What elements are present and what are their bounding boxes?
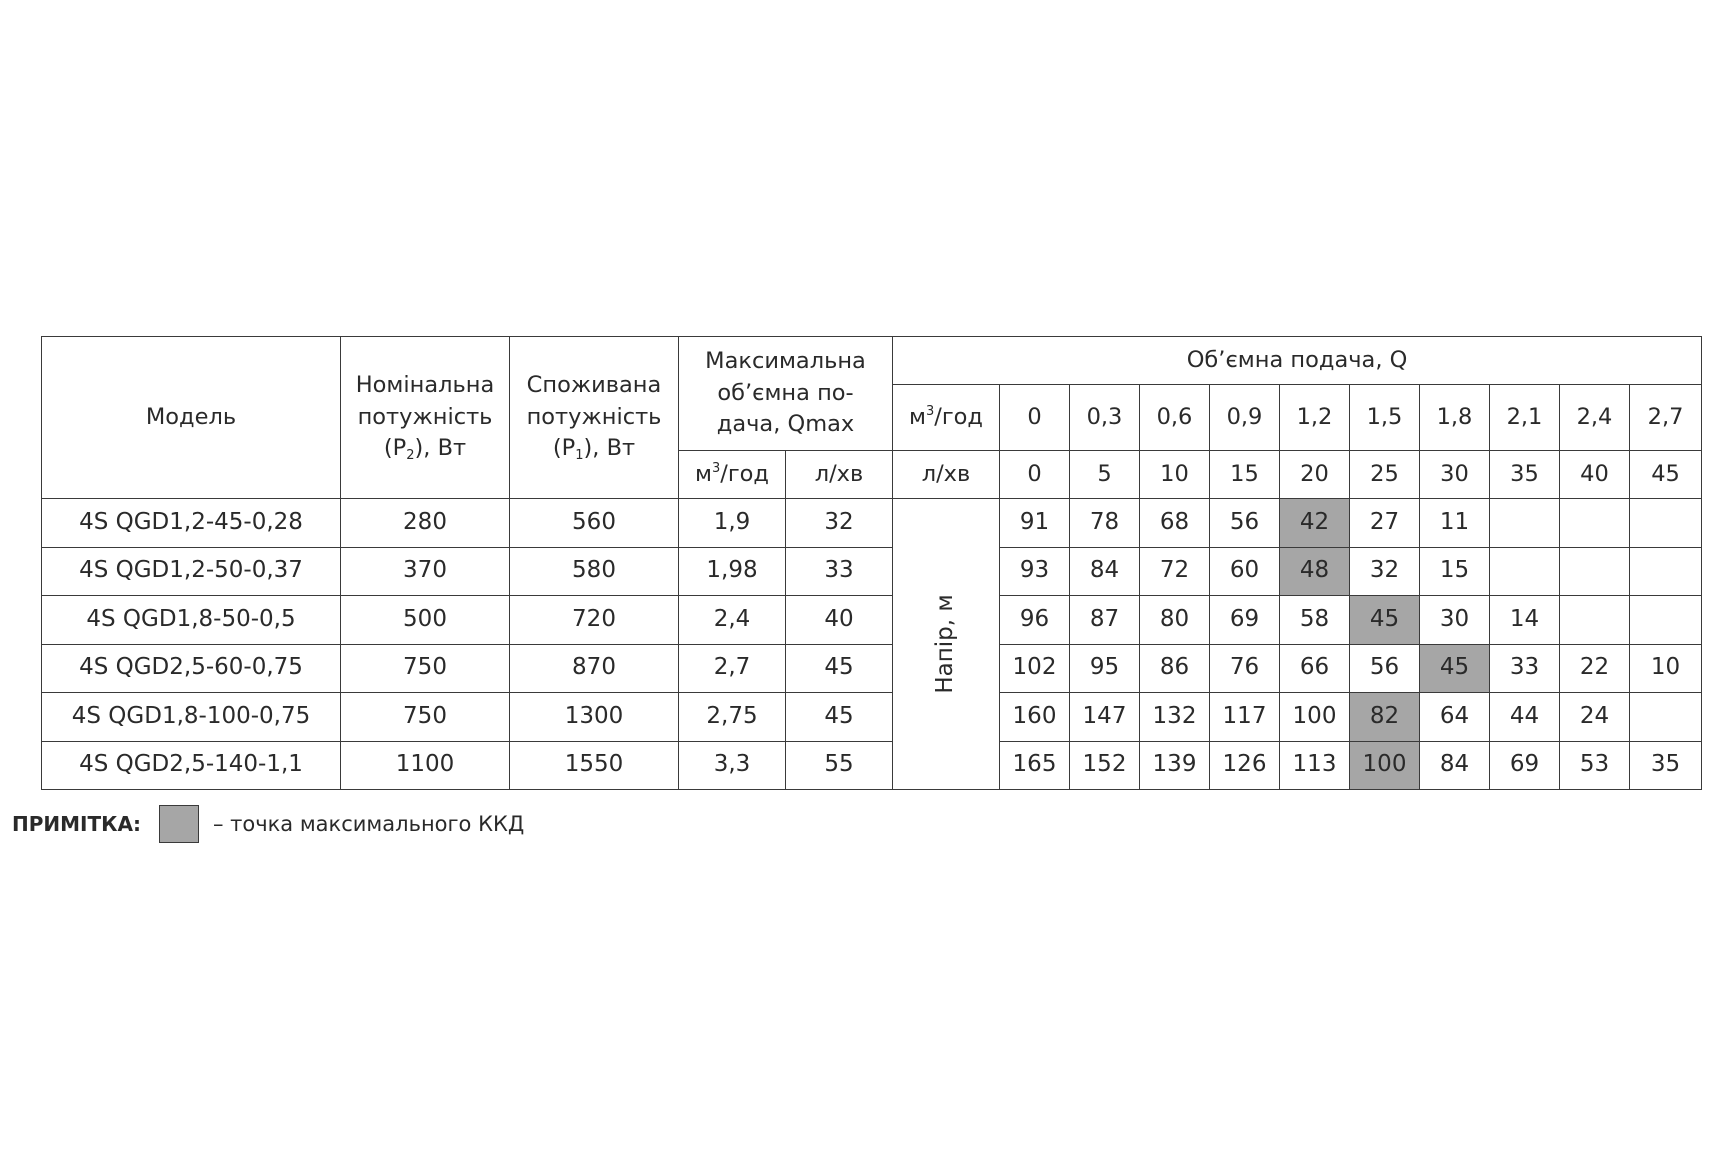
head-value: 113 [1280,741,1350,790]
head-value: 165 [1000,741,1070,790]
header-consumed-power: Споживана потужність $(P_1)$, Вт [510,337,679,499]
head-value: 64 [1420,693,1490,742]
head-value: 78 [1070,499,1140,548]
q-lmin-value: 15 [1210,451,1280,499]
table-row [42,499,1702,548]
consumed-power-value: 1300 [510,693,679,742]
head-value: 91 [1000,499,1070,548]
head-value: 160 [1000,693,1070,742]
qmax-m3h-value: 2,7 [679,644,786,693]
qmax-m3h-value: 3,3 [679,741,786,790]
head-value: 132 [1140,693,1210,742]
nominal-power-value: 750 [341,644,510,693]
head-value: 68 [1140,499,1210,548]
head-value: 10 [1630,644,1702,693]
head-value: 30 [1420,596,1490,645]
q-lmin-value: 45 [1630,451,1702,499]
head-value: 93 [1000,547,1070,596]
head-value [1560,499,1630,548]
head-value: 86 [1140,644,1210,693]
head-value: 14 [1490,596,1560,645]
qmax-lmin-value: 45 [786,693,893,742]
qmax-lmin-value: 55 [786,741,893,790]
qmax-lmin-value: 40 [786,596,893,645]
head-value: 44 [1490,693,1560,742]
head-value: 48 [1280,547,1350,596]
consumed-power-value: 580 [510,547,679,596]
model-name: 4S QGD2,5-140-1,1 [42,741,341,790]
nominal-power-value: 370 [341,547,510,596]
head-value: 58 [1280,596,1350,645]
header-volume-flow: Об’ємна подача, Q [893,337,1702,385]
note-label: ПРИМІТКА: [12,812,141,836]
pump-spec-table [41,336,1702,790]
q-lmin-value: 30 [1420,451,1490,499]
model-name: 4S QGD1,8-100-0,75 [42,693,341,742]
head-value: 42 [1280,499,1350,548]
model-name: 4S QGD2,5-60-0,75 [42,644,341,693]
head-value: 76 [1210,644,1280,693]
head-value: 84 [1070,547,1140,596]
header-max-flow: Максимальна об’ємна по- дача, Qmax [679,337,893,451]
qmax-m3h-value: 2,4 [679,596,786,645]
q-lmin-value: 20 [1280,451,1350,499]
nominal-power-value: 500 [341,596,510,645]
head-value: 35 [1630,741,1702,790]
head-value: 53 [1560,741,1630,790]
table-row [42,596,1702,645]
head-value: 139 [1140,741,1210,790]
head-value [1560,547,1630,596]
table-row [42,644,1702,693]
head-value: 33 [1490,644,1560,693]
head-value: 87 [1070,596,1140,645]
model-name: 4S QGD1,2-50-0,37 [42,547,341,596]
q-m3h-value: 0,9 [1210,385,1280,451]
qmax-m3h-value: 2,75 [679,693,786,742]
q-m3h-value: 2,7 [1630,385,1702,451]
head-value: 102 [1000,644,1070,693]
q-lmin-value: 10 [1140,451,1210,499]
consumed-power-value: 870 [510,644,679,693]
q-m3h-value: 2,1 [1490,385,1560,451]
q-lmin-value: 0 [1000,451,1070,499]
q-m3h-value: 1,2 [1280,385,1350,451]
head-value [1630,596,1702,645]
legend-note [12,804,524,844]
qmax-lmin-value: 33 [786,547,893,596]
q-m3h-value: 2,4 [1560,385,1630,451]
head-value: 27 [1350,499,1420,548]
head-value: 11 [1420,499,1490,548]
model-name: 4S QGD1,2-45-0,28 [42,499,341,548]
note-text: – точка максимального ККД [212,812,525,836]
table-row [42,547,1702,596]
head-value [1490,547,1560,596]
q-m3h-value: 1,8 [1420,385,1490,451]
consumed-power-value: 560 [510,499,679,548]
qmax-m3h-value: 1,98 [679,547,786,596]
qmax-unit-lmin: л/хв [786,451,893,499]
head-value: 69 [1210,596,1280,645]
head-value: 95 [1070,644,1140,693]
max-efficiency-swatch [159,805,199,843]
consumed-power-value: 720 [510,596,679,645]
head-value: 60 [1210,547,1280,596]
flow-unit-lmin-label: л/хв [893,451,1000,499]
q-lmin-value: 35 [1490,451,1560,499]
head-value: 117 [1210,693,1280,742]
nominal-power-value: 1100 [341,741,510,790]
qmax-unit-m3h: $м^3$/год [679,451,786,499]
head-value: 56 [1210,499,1280,548]
qmax-lmin-value: 32 [786,499,893,548]
head-value: 84 [1420,741,1490,790]
qmax-lmin-value: 45 [786,644,893,693]
head-value: 22 [1560,644,1630,693]
q-lmin-value: 25 [1350,451,1420,499]
head-label-text: Напір, м [932,594,959,694]
q-lmin-value: 5 [1070,451,1140,499]
head-axis-label [893,499,1000,790]
q-m3h-value: 0 [1000,385,1070,451]
header-model: Модель [42,337,341,499]
head-value: 80 [1140,596,1210,645]
head-value [1560,596,1630,645]
head-value: 69 [1490,741,1560,790]
consumed-power-value: 1550 [510,741,679,790]
head-value: 45 [1350,596,1420,645]
head-value [1630,499,1702,548]
head-value: 66 [1280,644,1350,693]
head-value: 147 [1070,693,1140,742]
flow-unit-m3h-label: $м^3$/год [893,385,1000,451]
model-name: 4S QGD1,8-50-0,5 [42,596,341,645]
head-value: 126 [1210,741,1280,790]
head-value: 82 [1350,693,1420,742]
head-value: 45 [1420,644,1490,693]
head-value: 24 [1560,693,1630,742]
q-m3h-value: 0,3 [1070,385,1140,451]
q-m3h-value: 1,5 [1350,385,1420,451]
table-row [42,741,1702,790]
head-value: 15 [1420,547,1490,596]
head-value [1490,499,1560,548]
qmax-m3h-value: 1,9 [679,499,786,548]
head-value: 100 [1280,693,1350,742]
table-row [42,693,1702,742]
q-lmin-value: 40 [1560,451,1630,499]
head-value [1630,693,1702,742]
head-value: 96 [1000,596,1070,645]
header-nominal-power: Номінальна потужність $(P_2)$, Вт [341,337,510,499]
head-value: 56 [1350,644,1420,693]
head-value: 72 [1140,547,1210,596]
head-value: 152 [1070,741,1140,790]
head-value: 32 [1350,547,1420,596]
nominal-power-value: 750 [341,693,510,742]
nominal-power-value: 280 [341,499,510,548]
head-value [1630,547,1702,596]
head-value: 100 [1350,741,1420,790]
q-m3h-value: 0,6 [1140,385,1210,451]
